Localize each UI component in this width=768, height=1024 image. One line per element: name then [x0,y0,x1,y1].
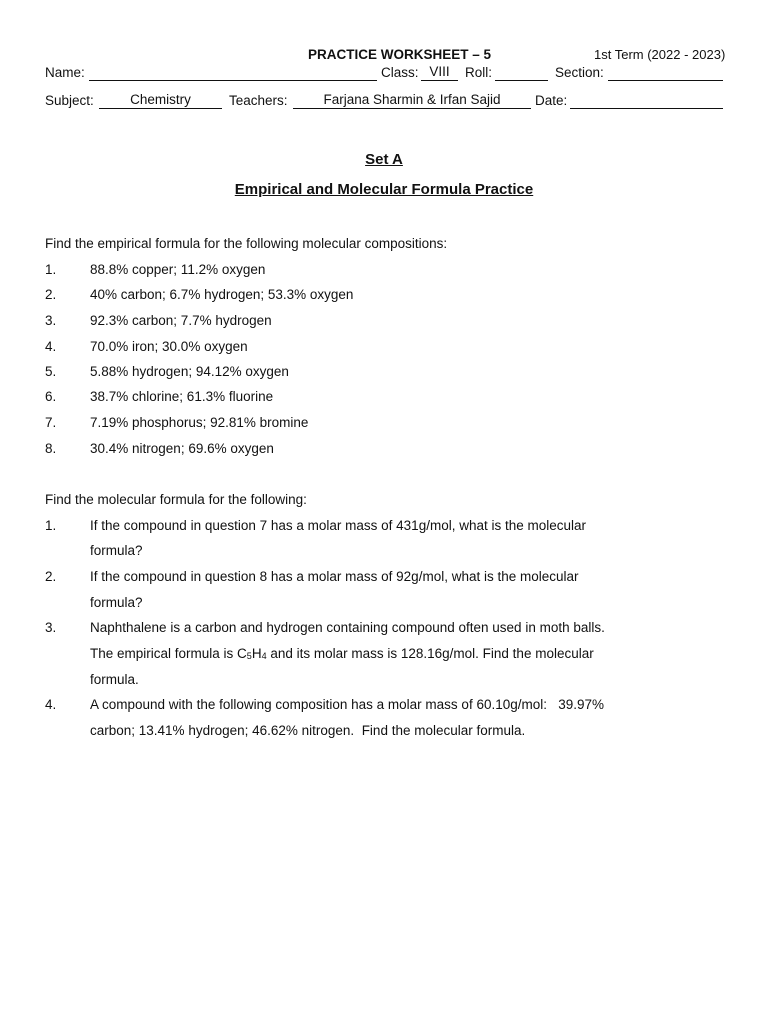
list-item-number: 1. [45,518,57,533]
date-label: Date: [535,93,568,108]
list-item-line: formula? [90,543,143,558]
formula-subscript: 4 [261,651,267,661]
class-field[interactable]: VIII [421,64,458,81]
list-item-line: carbon; 13.41% hydrogen; 46.62% nitrogen. Find the molecular formula. [90,723,526,738]
list-item-line: If the compound in question 7 has a molar mass of 431g/mol, what is the molecular [90,518,587,533]
date-field[interactable] [570,108,723,109]
list-item: 7.19% phosphorus; 92.81% bromine [90,415,309,430]
list-item-line: formula. [90,672,139,687]
roll-label: Roll: [465,65,493,80]
list-item-line: Naphthalene is a carbon and hydrogen containing compound often used in moth balls. [90,620,605,635]
formula-subscript: 5 [246,651,252,661]
list-item-line: formula? [90,595,143,610]
list-item-line: If the compound in question 8 has a molar mass of 92g/mol, what is the molecular [90,569,579,584]
list-item: 40% carbon; 6.7% hydrogen; 53.3% oxygen [90,287,354,302]
list-item-number: 7. [45,415,57,430]
list-item-number: 4. [45,697,57,712]
list-item-number: 8. [45,441,57,456]
term-label: 1st Term (2022 - 2023) [594,47,726,62]
section-label: Section: [555,65,604,80]
section2-intro: Find the molecular formula for the following: [45,492,307,507]
teachers-label: Teachers: [229,93,288,108]
section1-intro: Find the empirical formula for the following molecular compositions: [45,236,448,251]
list-item: 5.88% hydrogen; 94.12% oxygen [90,364,289,379]
list-item-line-with-formula [90,646,594,661]
subject-label: Subject: [45,93,94,108]
name-field[interactable] [89,80,377,81]
class-label: Class: [381,65,419,80]
formula-text-pre: The empirical formula is C [90,646,247,661]
list-item-number: 2. [45,287,57,302]
teachers-field[interactable]: Farjana Sharmin & Irfan Sajid [293,92,531,109]
list-item-number: 3. [45,620,57,635]
list-item: 70.0% iron; 30.0% oxygen [90,339,248,354]
worksheet-title: PRACTICE WORKSHEET – 5 [308,47,492,62]
list-item-number: 2. [45,569,57,584]
list-item-number: 6. [45,389,57,404]
name-label: Name: [45,65,85,80]
list-item-number: 3. [45,313,57,328]
formula-text-post: and its molar mass is 128.16g/mol. Find the molecular [266,646,594,661]
list-item-line: A compound with the following composition has a molar mass of 60.10g/mol: 39.97% [90,697,605,712]
list-item: 30.4% nitrogen; 69.6% oxygen [90,441,274,456]
list-item-number: 5. [45,364,57,379]
section-field[interactable] [608,80,723,81]
subject-field[interactable]: Chemistry [99,92,222,109]
list-item-number: 4. [45,339,57,354]
list-item: 92.3% carbon; 7.7% hydrogen [90,313,272,328]
list-item-number: 1. [45,262,57,277]
set-title: Set A [365,151,403,168]
list-item: 38.7% chlorine; 61.3% fluorine [90,389,274,404]
roll-field[interactable] [495,80,548,81]
list-item: 88.8% copper; 11.2% oxygen [90,262,266,277]
main-title: Empirical and Molecular Formula Practice [234,181,534,198]
formula-text-mid: H [251,646,262,661]
